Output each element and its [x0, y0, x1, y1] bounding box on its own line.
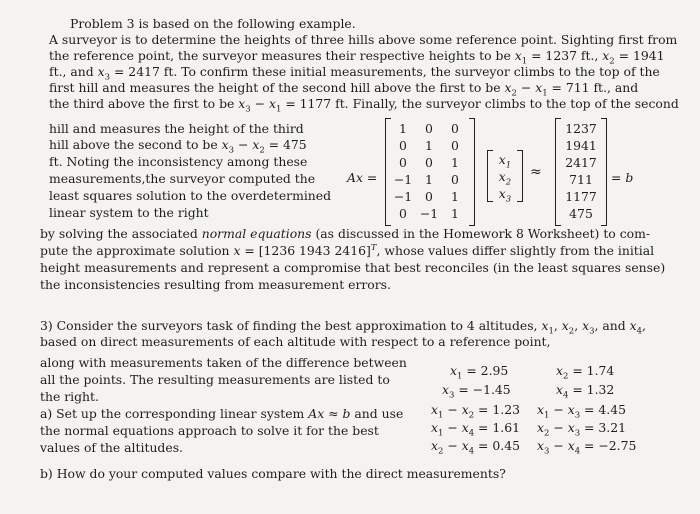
intro-line-11: least squares solution to the overdetermined	[49, 188, 332, 203]
vector-b-entry: 1177	[565, 189, 597, 204]
intro-line-6: the third above the first to be $x_3 - x_1 = 1177$ ft. Finally, the surveyor climbs to the top of the second	[49, 96, 679, 115]
intro-line-5: first hill and measures the height of the second hill above the first to be $x_2 - x_1 = 711$ ft., and	[49, 80, 639, 99]
intro-line-9: ft. Noting the inconsistency among these	[49, 154, 308, 169]
matrix-a-entry: 0	[399, 206, 407, 221]
matrix-a-entry: 1	[451, 155, 459, 170]
matrix-a-entry: 1	[451, 206, 459, 221]
measurement-x1: $x_1 = 2.95$	[450, 363, 509, 382]
vector-x	[487, 150, 523, 205]
matrix-a-entry: 0	[451, 138, 459, 153]
intro-line-1: Problem 3 is based on the following example.	[70, 16, 356, 31]
intro-line-13: by solving the associated normal equations (as discussed in the Homework 8 Worksheet) to com-	[40, 226, 651, 241]
problem-line-8: values of the altitudes.	[40, 440, 183, 455]
matrix-a-entry: 1	[425, 172, 433, 187]
measurement-x1-x2: $x_1 - x_2 = 1.23$	[431, 402, 520, 421]
intro-line-3: the reference point, the surveyor measures their respective heights to be $x_1 = 1237$ ft., $x_2 = 1941$	[49, 48, 665, 67]
vector-x-entry: $x_3$	[498, 186, 512, 205]
vector-b-entry: 1941	[565, 138, 597, 153]
vector-b-entry: 711	[569, 172, 593, 187]
intro-line-4: ft., and $x_3 = 2417$ ft. To confirm these initial measurements, the surveyor climbs to the top of the	[49, 64, 660, 83]
intro-line-12: linear system to the right	[49, 205, 209, 220]
vector-x-entry: $x_2$	[498, 169, 512, 188]
matrix-a-entry: 1	[425, 138, 433, 153]
matrix-a-entry: −1	[393, 172, 413, 187]
matrix-a	[385, 118, 475, 226]
problem-line-9: b) How do your computed values compare with the direct measurements?	[40, 466, 506, 481]
problem-line-3: along with measurements taken of the difference between	[40, 355, 407, 370]
problem-line-6: a) Set up the corresponding linear system Ax ≈ b and use	[40, 406, 404, 421]
ax-label: Ax =	[347, 170, 378, 185]
b-label: = b	[611, 170, 634, 185]
measurement-x1-x4: $x_1 - x_4 = 1.61$	[431, 420, 520, 439]
intro-line-10: measurements,the surveyor computed the	[49, 171, 316, 186]
matrix-a-entry: 0	[425, 121, 433, 136]
measurement-x3-x4: $x_3 - x_4 = -2.75$	[537, 438, 637, 457]
matrix-a-entry: −1	[419, 206, 439, 221]
measurement-x2-x4: $x_2 - x_4 = 0.45$	[431, 438, 520, 457]
problem-line-5: the right.	[40, 389, 99, 404]
measurement-x2: $x_2 = 1.74$	[556, 363, 615, 382]
problem-line-7: the normal equations approach to solve it for the best	[40, 423, 379, 438]
measurement-x3: $x_3 = -1.45$	[442, 382, 511, 401]
measurement-x4: $x_4 = 1.32$	[556, 382, 615, 401]
intro-line-2: A surveyor is to determine the heights of three hills above some reference point. Sighting first from	[49, 32, 678, 47]
intro-line-7: hill and measures the height of the third	[49, 121, 304, 136]
matrix-a-entry: −1	[393, 189, 413, 204]
matrix-a-entry: 0	[451, 121, 459, 136]
intro-line-16: the inconsistencies resulting from measurement errors.	[40, 277, 391, 292]
intro-line-14: pute the approximate solution x = [1236 1943 2416]$^T$, whose values differ slightly from the initial	[40, 242, 655, 258]
measurement-x2-x3: $x_2 - x_3 = 3.21$	[537, 420, 626, 439]
matrix-a-entry: 0	[425, 155, 433, 170]
approx-sign: ≈	[530, 164, 542, 180]
problem-line-2: based on direct measurements of each altitude with respect to a reference point,	[40, 334, 551, 349]
vector-b-entry: 1237	[565, 121, 597, 136]
matrix-a-entry: 0	[399, 155, 407, 170]
vector-b	[555, 118, 607, 226]
matrix-a-entry: 0	[451, 172, 459, 187]
matrix-a-entry: 1	[451, 189, 459, 204]
intro-line-8: hill above the second to be $x_3 - x_2 = 475$	[49, 137, 307, 156]
vector-b-entry: 475	[569, 206, 593, 221]
measurement-x1-x3: $x_1 - x_3 = 4.45$	[537, 402, 626, 421]
vector-x-entry: $x_1$	[498, 152, 512, 171]
problem-line-4: all the points. The resulting measurements are listed to	[40, 372, 390, 387]
problem-line-1: 3) Consider the surveyors task of finding the best approximation to 4 altitudes, $x_1$, $x_2$, $x_3$, and $x_4$,	[40, 318, 646, 337]
intro-line-15: height measurements and represent a compromise that best reconciles (in the least squares sense)	[40, 260, 666, 275]
matrix-a-entry: 0	[399, 138, 407, 153]
matrix-a-entry: 1	[399, 121, 407, 136]
matrix-a-entry: 0	[425, 189, 433, 204]
vector-b-entry: 2417	[565, 155, 597, 170]
